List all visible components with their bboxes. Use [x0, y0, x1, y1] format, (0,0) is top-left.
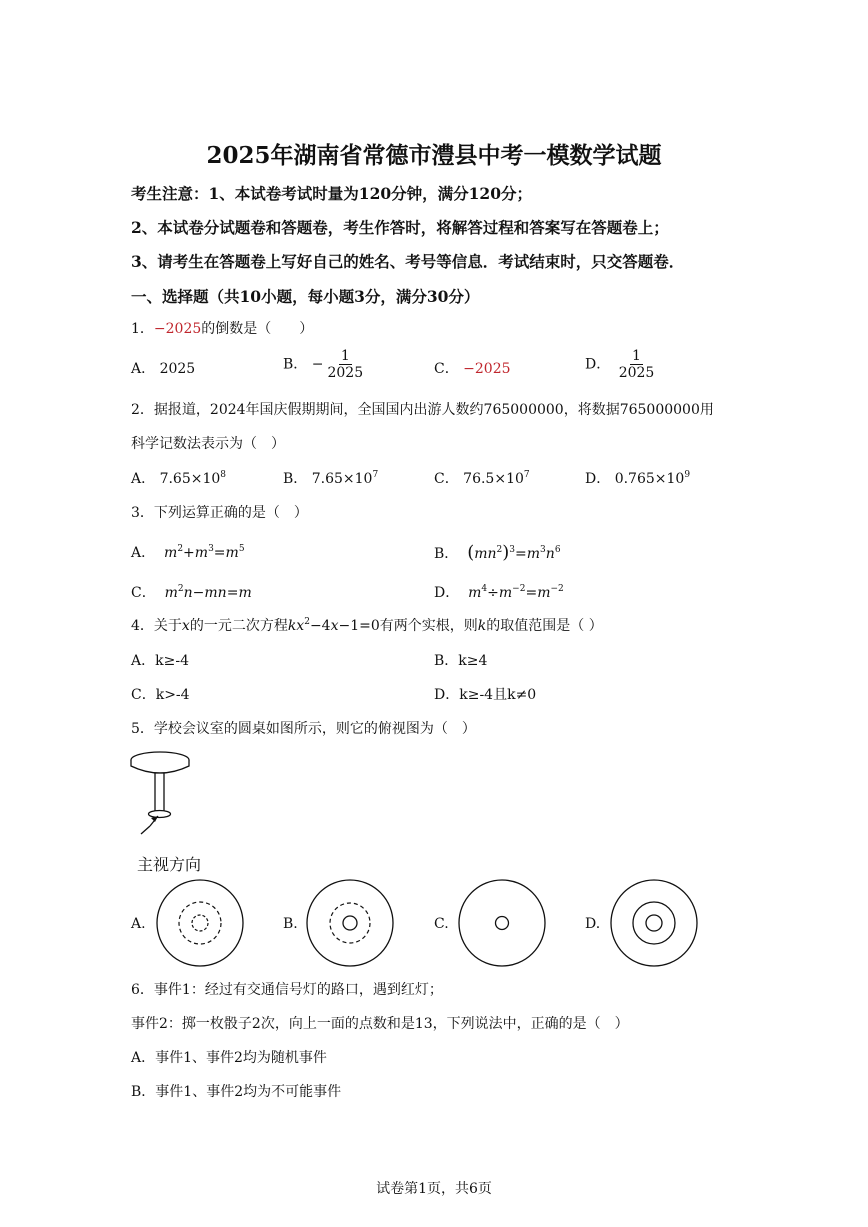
round-table-figure [128, 750, 198, 835]
q2-line-1: 2．据报道，2024年国庆假期期间，全国国内出游人数约765000000，将数据765000000用 [131, 402, 714, 418]
q3-option-c: C． $m^2n-mn=m$ [131, 584, 252, 601]
q4-option-a: A．k≥-4 [131, 653, 189, 669]
q5-option-c-figure [458, 879, 546, 967]
exam-title: 2025年湖南省常德市澧县中考一模数学试题 [206, 142, 662, 169]
page-footer: 试卷第1页，共6页 [376, 1181, 492, 1197]
section-heading: 一、选择题（共10小题，每小题3分，满分30分） [131, 287, 480, 306]
question-number: 1． [131, 321, 154, 337]
view-direction-caption: 主视方向 [137, 855, 202, 874]
q6-option-b: B．事件1、事件2均为不可能事件 [131, 1084, 342, 1100]
q5-stem: 5．学校会议室的圆桌如图所示，则它的俯视图为（ ） [131, 721, 476, 737]
q6-line-1: 6．事件1：经过有交通信号灯的路口，遇到红灯； [131, 982, 443, 998]
q3-option-d: D． $m^4\div m^{-2}=m^{-2}$ [434, 584, 564, 601]
q2-option-b: B． $7.65\times 10^7$ [283, 470, 379, 487]
note-line-3: 3、请考生在答题卷上写好自己的姓名、考号等信息．考试结束时，只交答题卷． [131, 252, 685, 271]
q1-text: 的倒数是（ ） [201, 321, 314, 337]
q2-option-d: D． $0.765\times 10^9$ [585, 470, 691, 487]
q3-option-b: B． $(mn^2)^3=m^3n^6$ [434, 542, 561, 563]
q2-line-2: 科学记数法表示为（ ） [131, 436, 285, 452]
q3-option-a: A． $m^2+m^3=m^5$ [131, 544, 245, 561]
q4-option-d: D．k≥-4且k≠0 [434, 687, 537, 703]
q5-option-a-figure [156, 879, 244, 967]
q6-option-a: A．事件1、事件2均为随机事件 [131, 1050, 327, 1066]
q5-option-c-label: C. [434, 916, 449, 932]
q1-option-a: A． 2025 [131, 361, 196, 377]
q5-option-d-label: D. [585, 916, 601, 932]
q1-option-b: B． − $\frac{1}{2025}$ [283, 348, 364, 381]
q4-option-b: B．k≥4 [434, 653, 488, 669]
fraction: $\frac{1}{2025}$ [618, 348, 655, 381]
question-1 [131, 318, 313, 338]
q2-option-a: A． $7.65\times 10^8$ [131, 470, 227, 487]
q3-stem: 3．下列运算正确的是（ ） [131, 505, 308, 521]
q6-line-2: 事件2：掷一枚骰子2次，向上一面的点数和是13，下列说法中，正确的是（ ） [131, 1016, 629, 1032]
q4-stem: 4．关于x的一元二次方程$kx^2-4x-1=0$有两个实根，则k的取值范围是（ ） [131, 617, 603, 634]
q5-option-b-label: B. [283, 916, 298, 932]
q1-value: −2025 [153, 321, 202, 337]
q2-option-c: C． $76.5\times 10^7$ [434, 470, 530, 487]
q5-option-a-label: A. [131, 916, 146, 932]
q1-option-d: D． $\frac{1}{2025}$ [585, 348, 655, 381]
q1-option-c: C． −2025 [434, 361, 511, 377]
q5-option-d-figure [610, 879, 698, 967]
fraction: $\frac{1}{2025}$ [327, 348, 364, 381]
note-line-2: 2、本试卷分试题卷和答题卷，考生作答时，将解答过程和答案写在答题卷上； [131, 218, 669, 237]
q4-option-c: C．k>-4 [131, 687, 190, 703]
q5-option-b-figure [306, 879, 394, 967]
note-line-1: 考生注意：1、本试卷考试时量为120分钟，满分120分； [131, 184, 532, 203]
